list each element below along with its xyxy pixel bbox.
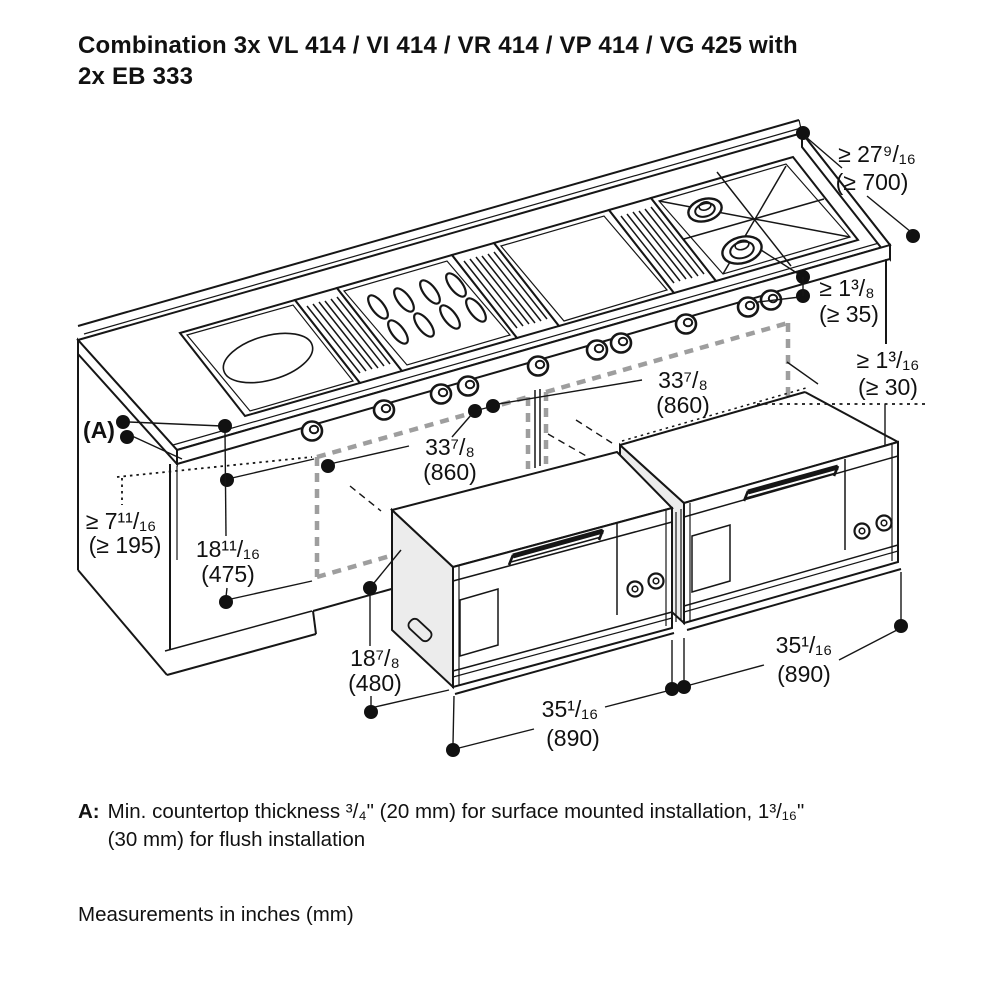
measurements-note: Measurements in inches (mm) xyxy=(78,903,354,926)
dim-cutout-left-inches: 33⁷/₈ xyxy=(425,434,475,460)
footnote-body xyxy=(108,798,805,854)
knob xyxy=(738,298,758,317)
dim-edge-clearance-inches: ≥ 1³/₈ xyxy=(819,275,875,301)
dim-top-clearance-inches: ≥ 1³/₁₆ xyxy=(856,347,920,373)
knob xyxy=(611,334,631,353)
footnote-a xyxy=(78,798,958,854)
dim-oven-depth-mm: (480) xyxy=(348,670,402,696)
oven-knob xyxy=(855,524,870,539)
dim-oven-depth-inches: 18⁷/₈ xyxy=(350,645,400,671)
title-line-1: Combination 3x VL 414 / VI 414 / VR 414 / VP 414 / VG 425 with xyxy=(78,32,798,59)
dim-cutout-height-mm: (475) xyxy=(201,561,255,587)
knob xyxy=(431,385,451,404)
oven-knob xyxy=(628,582,643,597)
knob xyxy=(302,422,322,441)
knob xyxy=(528,357,548,376)
dim-oven-right-width-mm: (890) xyxy=(777,661,831,687)
dim-oven-left-width-mm: (890) xyxy=(546,725,600,751)
dim-cutout-left-mm: (860) xyxy=(423,459,477,485)
dim-edge-clearance-mm: (≥ 35) xyxy=(819,301,879,327)
dim-label-a: (A) xyxy=(83,417,115,443)
dim-cutout-height-inches: 18¹¹/₁₆ xyxy=(195,536,261,562)
knob xyxy=(374,401,394,420)
footnote-label: A: xyxy=(78,800,100,823)
knob xyxy=(676,315,696,334)
oven-knob xyxy=(877,516,892,531)
oven-knob xyxy=(649,574,664,589)
dim-countertop-depth-inches: ≥ 27⁹/₁₆ xyxy=(838,141,916,167)
dim-oven-right-width-inches: 35¹/₁₆ xyxy=(775,632,833,658)
dim-oven-left-width-inches: 35¹/₁₆ xyxy=(541,696,599,722)
dim-side-clearance-inches: ≥ 7¹¹/₁₆ xyxy=(85,508,157,534)
title-line-2: 2x EB 333 xyxy=(78,63,194,90)
dim-top-clearance-mm: (≥ 30) xyxy=(858,374,918,400)
knob xyxy=(587,341,607,360)
dim-cutout-right-mm: (860) xyxy=(656,392,710,418)
dim-side-clearance-mm: (≥ 195) xyxy=(88,532,162,558)
footnote-line-2: (30 mm) for flush installation xyxy=(107,828,366,851)
dim-cutout-right-inches: 33⁷/₈ xyxy=(658,367,708,393)
footnote-line-1: Min. countertop thickness ³/₄" (20 mm) for surface mounted installation, 1³/₁₆" xyxy=(107,800,805,823)
knob xyxy=(458,377,478,396)
dim-countertop-depth-mm: (≥ 700) xyxy=(835,169,909,195)
